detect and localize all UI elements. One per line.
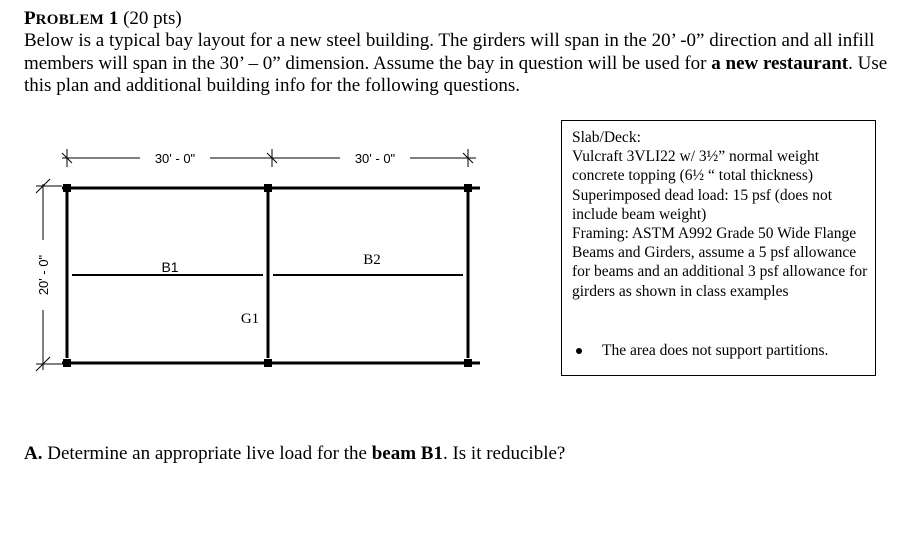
problem-points: (20 pts) — [123, 8, 182, 29]
column-bottom-right — [464, 359, 472, 367]
question-a — [24, 443, 565, 465]
label-b2: B2 — [363, 252, 381, 268]
statement-text-b: . Use this plan and additional building info for the following questions. — [24, 52, 888, 96]
dim-label-left-span: 30' - 0" — [154, 151, 196, 166]
column-top-left — [63, 184, 71, 192]
statement-text-a: Below is a typical bay layout for a new steel building. The girders will span in the 20’ -0” direction and all infill members will span in the 30’ – 0” dimension. Assume the bay in question will be used for — [24, 30, 875, 74]
question-a-text-2: . Is it reducible? — [442, 443, 566, 464]
column-bottom-mid — [264, 359, 272, 367]
dim-label-vertical: 20' - 0" — [36, 254, 51, 296]
bay-layout-plan — [0, 140, 560, 380]
slab-heading: Slab/Deck: — [572, 129, 641, 146]
partition-note-text: The area does not support partitions. — [602, 342, 829, 359]
problem-number: 1 — [108, 8, 119, 29]
column-bottom-left — [63, 359, 71, 367]
superimposed-dead-load: Superimposed dead load: 15 psf (does not include beam weight) — [572, 186, 833, 223]
column-top-right — [464, 184, 472, 192]
label-b1: B1 — [161, 259, 179, 275]
label-g1: G1 — [240, 311, 260, 327]
question-a-emphasis: beam B1 — [371, 443, 443, 464]
building-info-box — [561, 120, 876, 376]
statement-emphasis: a new restaurant — [711, 52, 849, 74]
dim-label-right-span: 30' - 0" — [354, 151, 396, 166]
framing-spec: Framing: ASTM A992 Grade 50 Wide Flange Beams and Girders, assume a 5 psf allowance for beams and an additional 3 psf allowance for girders as shown in class examples — [572, 225, 868, 300]
bullet-icon — [576, 348, 582, 354]
column-top-mid — [264, 184, 272, 192]
problem-statement — [24, 30, 894, 98]
title-initial: P — [24, 8, 36, 29]
title-word: ROBLEM — [35, 12, 105, 28]
problem-title — [24, 8, 182, 31]
question-a-text-1: Determine an appropriate live load for the — [42, 443, 372, 464]
question-a-label: A. — [24, 443, 43, 464]
deck-spec: Vulcraft 3VLI22 w/ 3½” normal weight concrete topping (6½ “ total thickness) — [572, 148, 820, 185]
